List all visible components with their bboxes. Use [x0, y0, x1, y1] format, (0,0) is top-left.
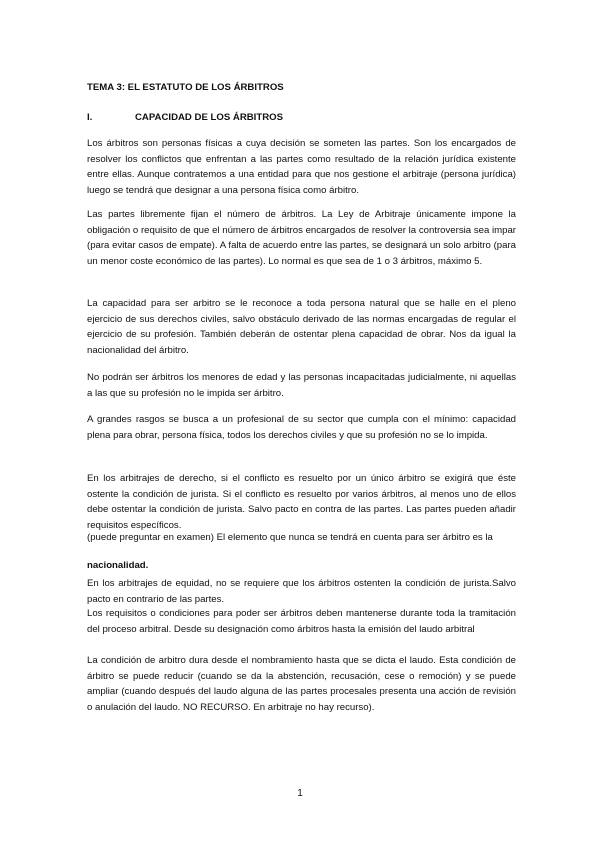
paragraph-8: En los arbitrajes de equidad, no se requiere que los árbitros ostenten la condición de jurista.Salvo pacto en contrario de las partes. [87, 578, 516, 605]
paragraph-1: Los árbitros son personas físicas a cuya decisión se someten las partes. Son los encargados de resolver los conflictos que enfrentan a las partes como resultado de la relación jurídica existente entre ellas. Aunque contratemos a una entidad para que nos gestione el arbitraje (persona jurídica) luego se tendrá que designar a una persona física como árbitro. [87, 138, 516, 196]
paragraph-5: A grandes rasgos se busca a un profesional de su sector que cumpla con el mínimo: capacidad plena para obrar, persona física, todos los derechos civiles y que su profesión no se lo impida. [87, 414, 516, 441]
paragraph-7-emphasis: nacionalidad. [87, 560, 149, 571]
paragraph-2: Las partes libremente fijan el número de árbitros. La Ley de Arbitraje únicamente impone la obligación o requisito de que el número de árbitros encargados de resolver la controversia sea impar (para evitar casos de empate). A falta de acuerdo entre las partes, se designará un solo arbitro (para un menor coste económico de las partes). Lo normal es que sea de 1 o 3 árbitros, máximo 5. [87, 209, 516, 267]
paragraph-10: La condición de arbitro dura desde el nombramiento hasta que se dicta el laudo. Esta condición de árbitro se puede reducir (cuando se da la abstención, recusación, cese o remoción) y se puede ampliar (cuando después del laudo alguna de las partes procesales presenta una acción de revisión o anulación del laudo. NO RECURSO. En arbitraje no hay recurso). [87, 655, 516, 713]
section-label: CAPACIDAD DE LOS ÁRBITROS [135, 112, 283, 123]
paragraph-7: (puede preguntar en examen) El elemento que nunca se tendrá en cuenta para ser árbitro es la [87, 532, 493, 543]
document-title: TEMA 3: EL ESTATUTO DE LOS ÁRBITROS [87, 82, 284, 93]
paragraph-3: La capacidad para ser arbitro se le reconoce a toda persona natural que se halle en el pleno ejercicio de sus derechos civiles, salvo obstáculo derivado de las normas encargadas de regular el ejercicio de su profesión. También deberán de ostentar plena capacidad de obrar. Nos da igual la nacionalidad del árbitro. [87, 298, 516, 356]
section-number: I. [87, 112, 93, 123]
paragraph-6: En los arbitrajes de derecho, si el conflicto es resuelto por un único árbitro se exigirá que éste ostente la condición de jurista. Si el conflicto es resuelto por varios árbitros, al menos uno de ellos debe ostentar la condición de jurista. Salvo pacto en contra de las partes. Las partes pueden añadir requisitos específicos. [87, 473, 516, 531]
page-number: 1 [297, 788, 303, 799]
paragraph-4: No podrán ser árbitros los menores de edad y las personas incapacitadas judicialmente, ni aquellas a las que su profesión no le impida ser árbitro. [87, 372, 516, 399]
paragraph-9: Los requisitos o condiciones para poder ser árbitros deben mantenerse durante toda la tramitación del proceso arbitral. Desde su designación como árbitros hasta la emisión del laudo arbitral [87, 608, 516, 635]
section-heading [87, 110, 516, 126]
